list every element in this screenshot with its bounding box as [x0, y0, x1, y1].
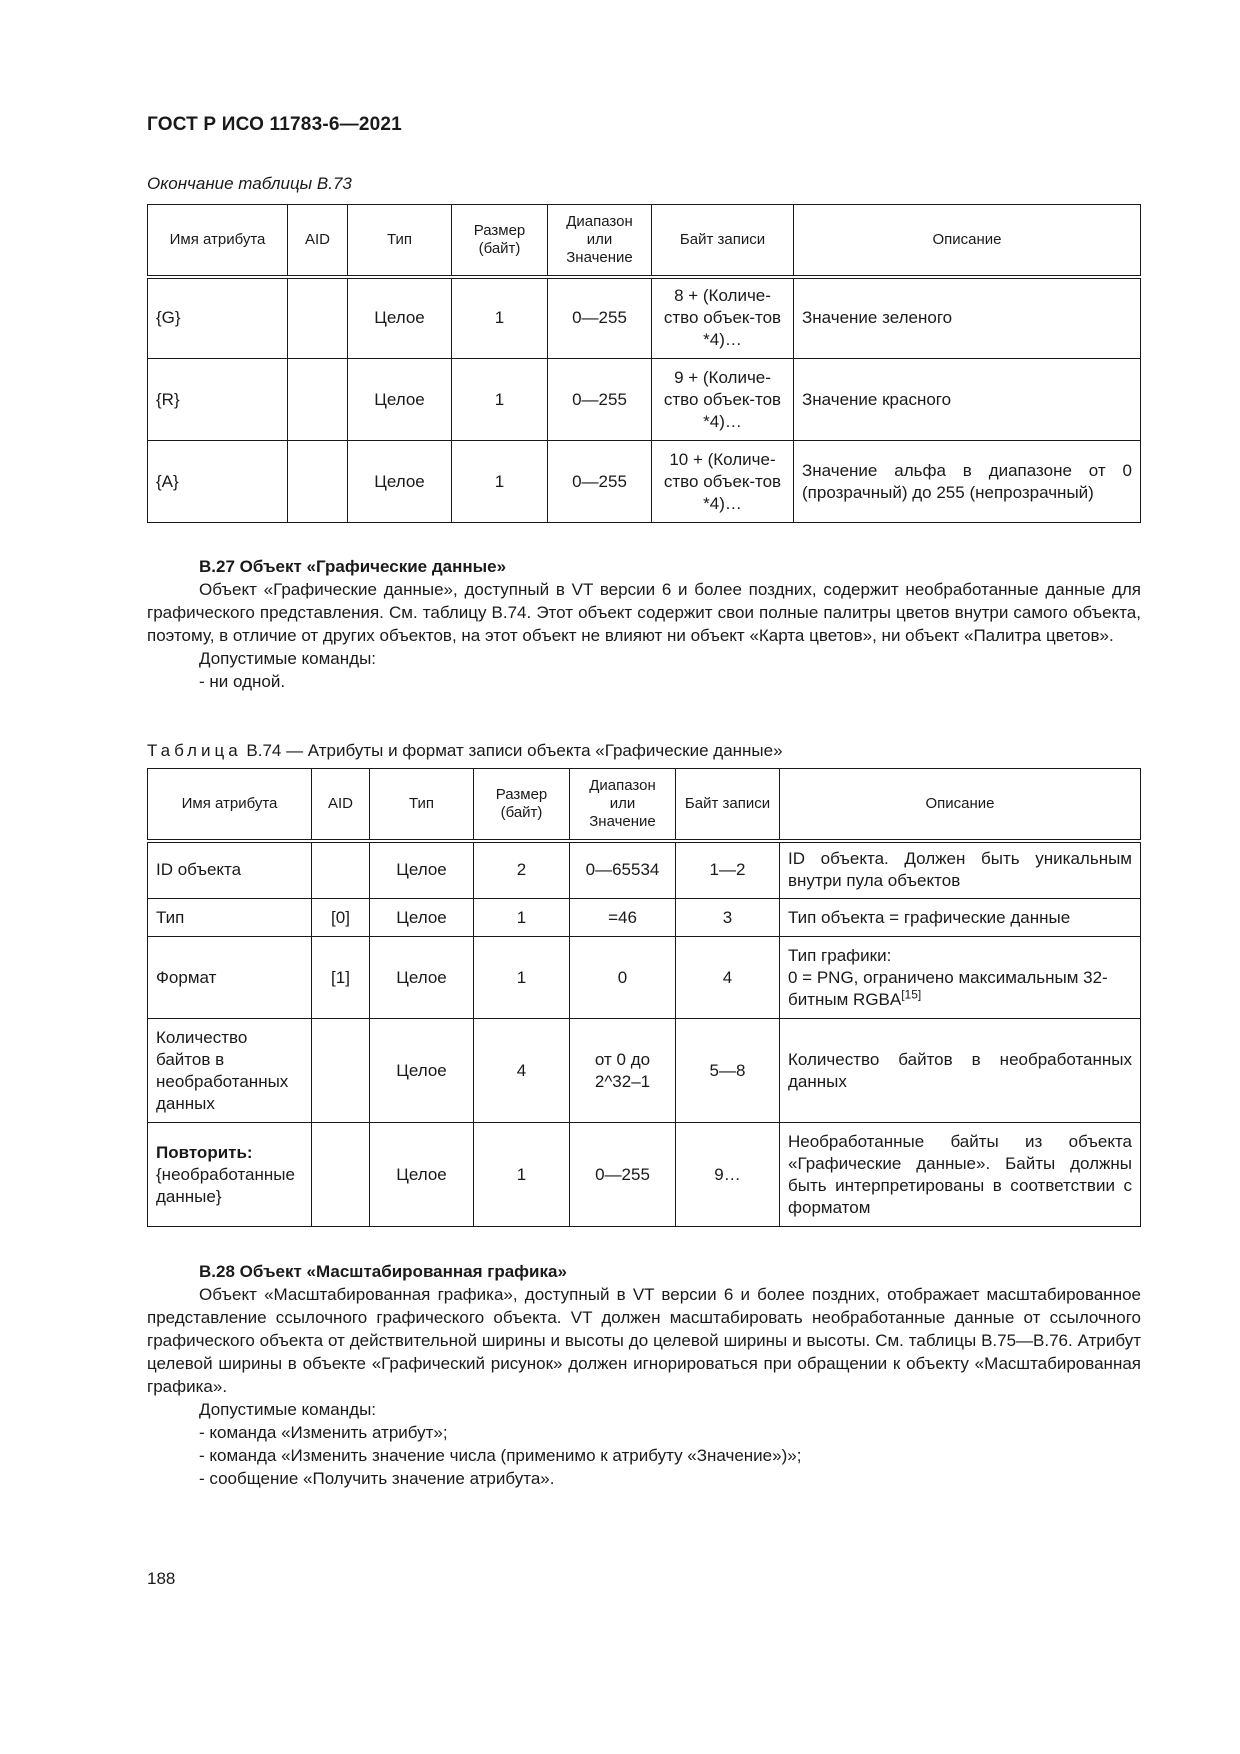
cell-range: 0—255: [570, 1123, 676, 1227]
cell-byte: 10 + (Количе-ство объек-тов *4)…: [652, 441, 794, 523]
table-row: [148, 359, 1141, 441]
table-row: [148, 1019, 1141, 1123]
cell-description: Значение красного: [794, 359, 1141, 441]
column-header: Тип: [348, 205, 452, 277]
table-caption-prefix: Таблица: [147, 741, 242, 760]
cell-range: =46: [570, 899, 676, 937]
column-header: Диапазон или Значение: [548, 205, 652, 277]
column-header: Описание: [794, 205, 1141, 277]
commands-label: Допустимые команды:: [199, 1400, 377, 1419]
command-item: - ни одной.: [199, 672, 286, 691]
page-number: 188: [147, 1569, 176, 1588]
cell-size: 1: [474, 937, 570, 1019]
graphics-type-text: 0 = PNG, ограничено максимальным 32-битным RGBA: [788, 967, 1108, 1009]
table-caption: [147, 741, 783, 761]
reference-marker: [15]: [901, 986, 922, 1001]
column-header: Размер (байт): [452, 205, 548, 277]
cell-name: Тип: [148, 899, 312, 937]
column-header: Диапазон или Значение: [570, 769, 676, 841]
section-paragraph: Объект «Графические данные», доступный в VT версии 6 и более поздних, содержит необработанные данные для графического представления. См. таблицу В.74. Этот объект содержит свои полные палитры цветов внутри самого объекта, поэтому, в отличие от других объектов, на этот объект не влияют ни объект «Карта цветов», ни объект «Палитра цветов».: [147, 580, 1141, 645]
section-heading: В.27 Объект «Графические данные»: [199, 557, 507, 576]
cell-type: Целое: [370, 1019, 474, 1123]
cell-name: Количество байтов в необработанных данных: [148, 1019, 312, 1123]
cell-type: Целое: [348, 359, 452, 441]
cell-description: Тип объекта = графические данные: [780, 899, 1141, 937]
cell-type: Целое: [370, 1123, 474, 1227]
cell-size: 2: [474, 841, 570, 899]
section-heading: В.28 Объект «Масштабированная графика»: [199, 1262, 567, 1281]
cell-byte: 5—8: [676, 1019, 780, 1123]
table-b74: [147, 768, 1141, 1227]
cell-aid: [288, 441, 348, 523]
cell-byte: 9 + (Количе-ство объек-тов *4)…: [652, 359, 794, 441]
cell-size: 1: [474, 1123, 570, 1227]
table-continuation-caption: Окончание таблицы В.73: [147, 174, 352, 193]
cell-aid: [288, 277, 348, 359]
column-header: Имя атрибута: [148, 205, 288, 277]
cell-range: 0—255: [548, 277, 652, 359]
cell-type: Целое: [370, 841, 474, 899]
cell-description: Количество байтов в необработанных данных: [780, 1019, 1141, 1123]
cell-aid: [288, 359, 348, 441]
cell-type: Целое: [370, 937, 474, 1019]
table-row: [148, 1123, 1141, 1227]
command-item: - команда «Изменить значение числа (применимо к атрибуту «Значение»)»;: [199, 1446, 802, 1465]
cell-type: Целое: [348, 277, 452, 359]
repeat-field-name: {необработанные данные}: [156, 1164, 295, 1206]
cell-name: {A}: [148, 441, 288, 523]
cell-byte: 3: [676, 899, 780, 937]
column-header: AID: [312, 769, 370, 841]
cell-aid: [312, 1123, 370, 1227]
column-header: AID: [288, 205, 348, 277]
table-row: [148, 841, 1141, 899]
section-paragraph: Объект «Масштабированная графика», доступный в VT версии 6 и более поздних, отображает масштабированное представление ссылочного графического объекта. VT должен масштабировать необработанные данные от ссылочного графического объекта от действительной ширины и высоты до целевой ширины и высоты. См. таблицы В.75—В.76. Атрибут целевой ширины в объекте «Графический рисунок» должен игнорироваться при обращении к объекту «Масштабированная графика».: [147, 1285, 1141, 1396]
document-header: ГОСТ Р ИСО 11783-6—2021: [147, 114, 402, 135]
repeat-label: Повторить:: [156, 1142, 253, 1162]
column-header: Имя атрибута: [148, 769, 312, 841]
cell-name: {R}: [148, 359, 288, 441]
cell-range: 0—255: [548, 441, 652, 523]
cell-name: [148, 1123, 312, 1227]
column-header: Тип: [370, 769, 474, 841]
graphics-type-value: [788, 967, 1132, 1011]
table-row: [148, 937, 1141, 1019]
table-row: [148, 277, 1141, 359]
cell-description: [780, 937, 1141, 1019]
graphics-type-label: Тип графики:: [788, 945, 892, 965]
cell-name: Формат: [148, 937, 312, 1019]
section-b28: [147, 1260, 1141, 1490]
section-b27: [147, 555, 1141, 693]
column-header: Описание: [780, 769, 1141, 841]
cell-description: Значение зеленого: [794, 277, 1141, 359]
column-header: Байт записи: [652, 205, 794, 277]
cell-description: ID объекта. Должен быть уникальным внутри пула объектов: [780, 841, 1141, 899]
cell-range: 0—65534: [570, 841, 676, 899]
cell-size: 4: [474, 1019, 570, 1123]
command-item: - команда «Изменить атрибут»;: [199, 1423, 448, 1442]
cell-description: Необработанные байты из объекта «Графические данные». Байты должны быть интерпретированы в соответствии с форматом: [780, 1123, 1141, 1227]
cell-aid: [312, 841, 370, 899]
commands-label: Допустимые команды:: [199, 649, 377, 668]
cell-byte: 9…: [676, 1123, 780, 1227]
cell-name: ID объекта: [148, 841, 312, 899]
cell-range: 0—255: [548, 359, 652, 441]
cell-type: Целое: [370, 899, 474, 937]
cell-size: 1: [452, 359, 548, 441]
cell-range: от 0 до 2^32–1: [570, 1019, 676, 1123]
cell-aid: [0]: [312, 899, 370, 937]
cell-aid: [1]: [312, 937, 370, 1019]
command-item: - сообщение «Получить значение атрибута».: [199, 1469, 555, 1488]
table-row: [148, 899, 1141, 937]
cell-type: Целое: [348, 441, 452, 523]
cell-byte: 4: [676, 937, 780, 1019]
table-caption-text: В.74 — Атрибуты и формат записи объекта «Графические данные»: [241, 741, 783, 760]
cell-size: 1: [452, 277, 548, 359]
cell-range: 0: [570, 937, 676, 1019]
table-b73-end: [147, 204, 1141, 523]
cell-byte: 8 + (Количе-ство объек-тов *4)…: [652, 277, 794, 359]
cell-size: 1: [452, 441, 548, 523]
cell-description: Значение альфа в диапазоне от 0 (прозрачный) до 255 (непрозрачный): [794, 441, 1141, 523]
cell-byte: 1—2: [676, 841, 780, 899]
cell-aid: [312, 1019, 370, 1123]
cell-size: 1: [474, 899, 570, 937]
cell-name: {G}: [148, 277, 288, 359]
column-header: Размер (байт): [474, 769, 570, 841]
table-row: [148, 441, 1141, 523]
column-header: Байт записи: [676, 769, 780, 841]
